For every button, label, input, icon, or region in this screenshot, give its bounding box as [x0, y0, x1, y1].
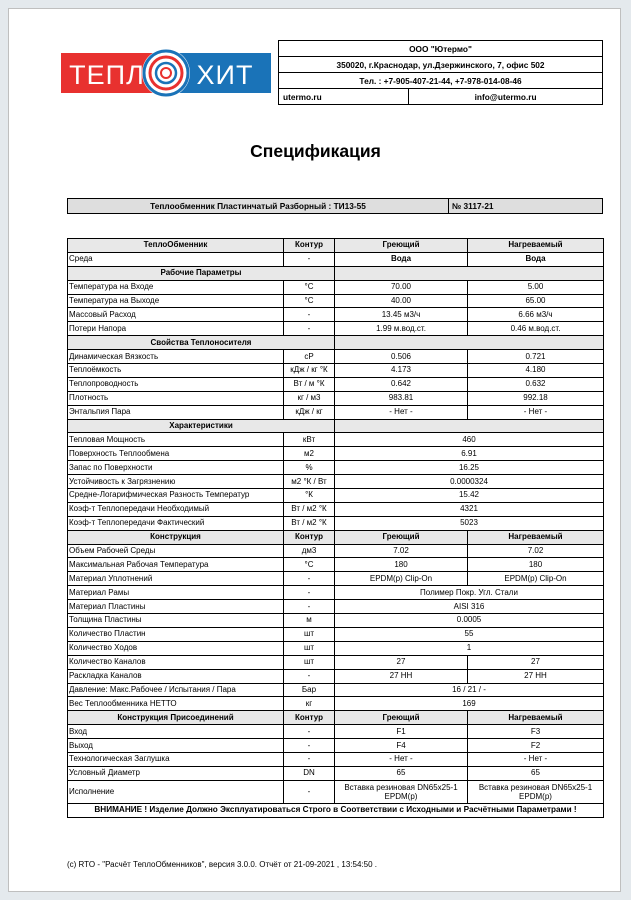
- section-filler: [335, 266, 604, 280]
- row-label: Количество Каналов: [68, 655, 284, 669]
- row-label: Объем Рабочей Среды: [68, 544, 284, 558]
- col-heating: Греющий: [335, 239, 468, 253]
- row-value-heating: 0.506: [335, 350, 468, 364]
- row-value-heating: 27: [335, 655, 468, 669]
- section-col-heated: Нагреваемый: [468, 530, 604, 544]
- row-value-heating: Вода: [335, 252, 468, 266]
- table-row: [68, 669, 604, 683]
- row-value-heated: 0.46 м.вод.ст.: [468, 322, 604, 336]
- table-row: [68, 558, 604, 572]
- row-label: Динамическая Вязкость: [68, 350, 284, 364]
- row-label: Потери Напора: [68, 322, 284, 336]
- table-row: [68, 405, 604, 419]
- warning-row: [68, 803, 604, 817]
- row-value-heated: 0.721: [468, 350, 604, 364]
- table-header-row: [68, 239, 604, 253]
- col-exchanger: ТеплоОбменник: [68, 239, 284, 253]
- report-footer: (c) RTO - "Расчёт ТеплоОбменников", версия 3.0.0. Отчёт от 21-09-2021 , 13:54:50 .: [67, 860, 377, 869]
- row-unit: дм3: [284, 544, 335, 558]
- exchanger-name: Теплообменник Пластинчатый Разборный : ТИ13-55: [68, 199, 449, 213]
- row-value-heated: F2: [468, 739, 604, 753]
- row-label: Материал Уплотнений: [68, 572, 284, 586]
- row-unit: кВт: [284, 433, 335, 447]
- table-row: [68, 350, 604, 364]
- exchanger-number: № 3117-21: [452, 201, 494, 211]
- row-value-heating: 1.99 м.вод.ст.: [335, 322, 468, 336]
- table-row: [68, 725, 604, 739]
- table-row: [68, 697, 604, 711]
- row-unit: -: [284, 600, 335, 614]
- row-value-heating: 180: [335, 558, 468, 572]
- row-unit: -: [284, 780, 335, 803]
- row-value: 16 / 21 / -: [335, 683, 604, 697]
- row-label: Теплопроводность: [68, 377, 284, 391]
- row-label: Вход: [68, 725, 284, 739]
- section-row: [68, 336, 604, 350]
- row-unit: -: [284, 572, 335, 586]
- row-value-heating: - Нет -: [335, 752, 468, 766]
- row-label: Массовый Расход: [68, 308, 284, 322]
- row-value: 460: [335, 433, 604, 447]
- row-label: Исполнение: [68, 780, 284, 803]
- row-label: Материал Рамы: [68, 586, 284, 600]
- row-unit: °С: [284, 294, 335, 308]
- row-value: 0.0000324: [335, 475, 604, 489]
- row-unit: м: [284, 614, 335, 628]
- row-value-heated: F3: [468, 725, 604, 739]
- row-unit: м2 °К / Вт: [284, 475, 335, 489]
- table-row: [68, 516, 604, 530]
- table-row: [68, 544, 604, 558]
- row-value-heated: 27 НН: [468, 669, 604, 683]
- table-row: [68, 572, 604, 586]
- section-title: Рабочие Параметры: [68, 266, 335, 280]
- table-row: [68, 447, 604, 461]
- table-row: [68, 502, 604, 516]
- row-label: Максимальная Рабочая Температура: [68, 558, 284, 572]
- row-label: Давление: Макс.Рабочее / Испытания / Пара: [68, 683, 284, 697]
- row-unit: cP: [284, 350, 335, 364]
- row-unit: -: [284, 252, 335, 266]
- table-row: [68, 586, 604, 600]
- row-label: Раскладка Каналов: [68, 669, 284, 683]
- svg-text:ТЕПЛ: ТЕПЛ: [69, 60, 145, 90]
- table-row: [68, 252, 604, 266]
- row-label: Средне-Логарифмическая Разность Температур: [68, 489, 284, 503]
- row-label: Поверхность Теплообмена: [68, 447, 284, 461]
- row-label: Условный Диаметр: [68, 766, 284, 780]
- row-value-heated: 4.180: [468, 364, 604, 378]
- row-value: 169: [335, 697, 604, 711]
- row-unit: кг / м3: [284, 391, 335, 405]
- row-value-heated: 27: [468, 655, 604, 669]
- company-email[interactable]: info@utermo.ru: [409, 89, 603, 105]
- section-row: [68, 266, 604, 280]
- row-label: Толщина Пластины: [68, 614, 284, 628]
- row-unit: Вт / м °К: [284, 377, 335, 391]
- row-label: Вес Теплообменника НЕТТО: [68, 697, 284, 711]
- row-value-heating: 983.81: [335, 391, 468, 405]
- row-value-heating: F4: [335, 739, 468, 753]
- section-col-circuit: Контур: [284, 711, 335, 725]
- section-filler: [335, 419, 604, 433]
- row-label: Плотность: [68, 391, 284, 405]
- specification-table: [67, 238, 604, 818]
- section-col-circuit: Контур: [284, 530, 335, 544]
- row-value-heating: 13.45 м3/ч: [335, 308, 468, 322]
- table-row: [68, 683, 604, 697]
- row-value-heated: 7.02: [468, 544, 604, 558]
- row-value-heated: 6.66 м3/ч: [468, 308, 604, 322]
- row-value-heated: 65.00: [468, 294, 604, 308]
- row-unit: DN: [284, 766, 335, 780]
- row-value-heated: 0.632: [468, 377, 604, 391]
- section-row: [68, 419, 604, 433]
- row-unit: -: [284, 725, 335, 739]
- row-value-heated: - Нет -: [468, 752, 604, 766]
- table-row: [68, 308, 604, 322]
- company-address: 350020, г.Краснодар, ул.Дзержинского, 7, офис 502: [279, 57, 603, 73]
- row-value: 16.25: [335, 461, 604, 475]
- row-unit: °С: [284, 280, 335, 294]
- table-row: [68, 641, 604, 655]
- row-unit: шт: [284, 641, 335, 655]
- row-value-heating: 40.00: [335, 294, 468, 308]
- row-value-heating: F1: [335, 725, 468, 739]
- row-label: Температура на Входе: [68, 280, 284, 294]
- table-row: [68, 766, 604, 780]
- table-row: [68, 614, 604, 628]
- row-label: Энтальпия Пара: [68, 405, 284, 419]
- col-heated: Нагреваемый: [468, 239, 604, 253]
- row-value: 6.91: [335, 447, 604, 461]
- row-value-heating: 7.02: [335, 544, 468, 558]
- row-value-heating: 0.642: [335, 377, 468, 391]
- row-value-heating: Вставка резиновая DN65x25-1 EPDM(p): [335, 780, 468, 803]
- row-value-heating: 27 НН: [335, 669, 468, 683]
- row-label: Тепловая Мощность: [68, 433, 284, 447]
- row-label: Материал Пластины: [68, 600, 284, 614]
- table-row: [68, 433, 604, 447]
- page-title: Спецификация: [250, 141, 381, 161]
- row-unit: °С: [284, 558, 335, 572]
- section-title: Конструкция Присоединений: [68, 711, 284, 725]
- section-title: Характеристики: [68, 419, 335, 433]
- row-value-heated: Вставка резиновая DN65x25-1 EPDM(p): [468, 780, 604, 803]
- row-value: 15.42: [335, 489, 604, 503]
- row-unit: %: [284, 461, 335, 475]
- table-row: [68, 752, 604, 766]
- section-col-heated: Нагреваемый: [468, 711, 604, 725]
- row-value-heated: 65: [468, 766, 604, 780]
- row-value: 55: [335, 627, 604, 641]
- row-unit: кДж / кг °К: [284, 364, 335, 378]
- row-value: 0.0005: [335, 614, 604, 628]
- table-row: [68, 391, 604, 405]
- company-info-table: [278, 40, 603, 105]
- row-label: Коэф-т Теплопередачи Необходимый: [68, 502, 284, 516]
- table-row: [68, 280, 604, 294]
- row-label: Количество Ходов: [68, 641, 284, 655]
- company-name: ООО "Ютермо": [279, 41, 603, 57]
- row-unit: -: [284, 739, 335, 753]
- row-unit: Вт / м2 °К: [284, 502, 335, 516]
- row-value-heated: 5.00: [468, 280, 604, 294]
- table-row: [68, 377, 604, 391]
- row-label: Теплоёмкость: [68, 364, 284, 378]
- row-unit: Вт / м2 °К: [284, 516, 335, 530]
- row-value-heating: 70.00: [335, 280, 468, 294]
- section-col-heating: Греющий: [335, 711, 468, 725]
- row-unit: -: [284, 752, 335, 766]
- row-label: Температура на Выходе: [68, 294, 284, 308]
- row-value: Полимер Покр. Угл. Стали: [335, 586, 604, 600]
- row-value-heated: 180: [468, 558, 604, 572]
- company-phone: Тел. : +7-905-407-21-44, +7-978-014-08-46: [279, 73, 603, 89]
- row-value-heating: 65: [335, 766, 468, 780]
- row-label: Среда: [68, 252, 284, 266]
- row-label: Технологическая Заглушка: [68, 752, 284, 766]
- row-unit: кг: [284, 697, 335, 711]
- row-label: Коэф-т Теплопередачи Фактический: [68, 516, 284, 530]
- row-value: 1: [335, 641, 604, 655]
- company-site[interactable]: utermo.ru: [279, 89, 409, 105]
- row-unit: °К: [284, 489, 335, 503]
- row-value-heated: - Нет -: [468, 405, 604, 419]
- row-value: AISI 316: [335, 600, 604, 614]
- row-unit: Бар: [284, 683, 335, 697]
- exchanger-header: [67, 198, 603, 214]
- section-row: [68, 530, 604, 544]
- section-title: Конструкция: [68, 530, 284, 544]
- row-value-heated: Вода: [468, 252, 604, 266]
- section-col-heating: Греющий: [335, 530, 468, 544]
- section-row: [68, 711, 604, 725]
- row-unit: шт: [284, 627, 335, 641]
- col-circuit: Контур: [284, 239, 335, 253]
- table-row: [68, 364, 604, 378]
- row-label: Устойчивость к Загрязнению: [68, 475, 284, 489]
- row-label: Выход: [68, 739, 284, 753]
- row-value: 5023: [335, 516, 604, 530]
- table-row: [68, 739, 604, 753]
- table-row: [68, 780, 604, 803]
- row-unit: -: [284, 669, 335, 683]
- warning-text: ВНИМАНИЕ ! Изделие Должно Эксплуатироваться Строго в Соответствии с Исходными и Расчётными Параметрами !: [68, 803, 604, 817]
- table-row: [68, 655, 604, 669]
- table-row: [68, 600, 604, 614]
- row-unit: -: [284, 586, 335, 600]
- row-unit: м2: [284, 447, 335, 461]
- row-unit: -: [284, 322, 335, 336]
- row-value: 4321: [335, 502, 604, 516]
- table-row: [68, 475, 604, 489]
- row-label: Запас по Поверхности: [68, 461, 284, 475]
- teplohit-logo: [61, 47, 271, 99]
- row-unit: шт: [284, 655, 335, 669]
- section-title: Свойства Теплоносителя: [68, 336, 335, 350]
- row-value-heating: 4.173: [335, 364, 468, 378]
- row-value-heating: - Нет -: [335, 405, 468, 419]
- row-value-heating: EPDM(p) Clip-On: [335, 572, 468, 586]
- row-unit: -: [284, 308, 335, 322]
- table-row: [68, 489, 604, 503]
- row-label: Количество Пластин: [68, 627, 284, 641]
- table-row: [68, 627, 604, 641]
- row-unit: кДж / кг: [284, 405, 335, 419]
- row-value-heated: EPDM(p) Clip-On: [468, 572, 604, 586]
- svg-text:ХИТ: ХИТ: [196, 60, 254, 90]
- table-row: [68, 322, 604, 336]
- table-row: [68, 461, 604, 475]
- row-value-heated: 992.18: [468, 391, 604, 405]
- table-row: [68, 294, 604, 308]
- section-filler: [335, 336, 604, 350]
